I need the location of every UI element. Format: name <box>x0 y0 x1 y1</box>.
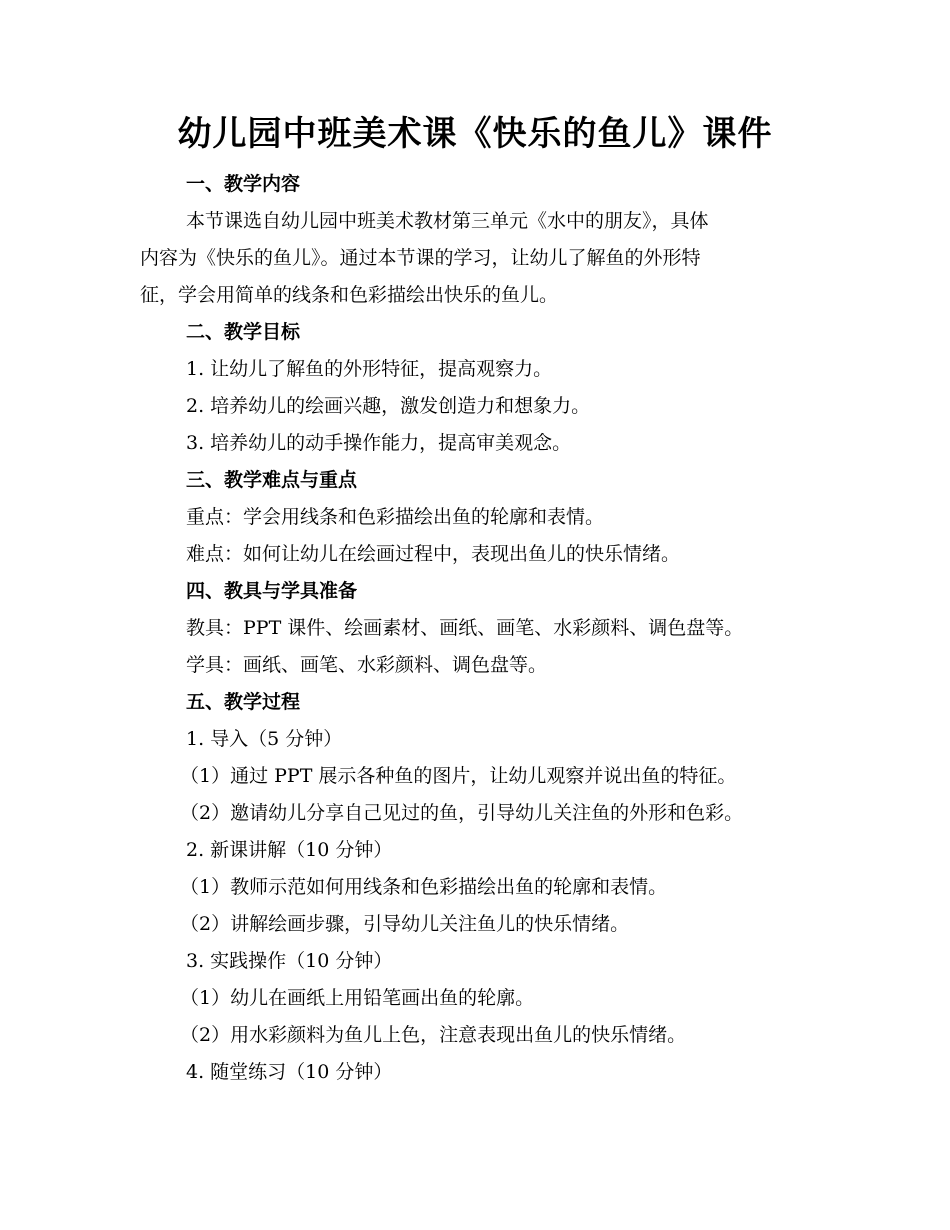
document-title: 幼儿园中班美术课《快乐的鱼儿》课件 <box>177 114 773 154</box>
content-paragraph-line-2: 内容为《快乐的鱼儿》。通过本节课的学习，让幼儿了解鱼的外形特 <box>140 247 701 269</box>
section-heading-key-points: 三、教学难点与重点 <box>186 469 358 491</box>
process-step-title: 1. 导入（5 分钟） <box>186 728 343 750</box>
key-point-focus: 重点：学会用线条和色彩描绘出鱼的轮廓和表情。 <box>186 506 605 528</box>
process-step-title: 2. 新课讲解（10 分钟） <box>186 839 393 861</box>
section-heading-process: 五、教学过程 <box>186 691 301 713</box>
key-point-difficulty: 难点：如何让幼儿在绘画过程中，表现出鱼儿的快乐情绪。 <box>186 543 681 565</box>
process-step-title: 3. 实践操作（10 分钟） <box>186 950 393 972</box>
process-step-sub: （1）通过 PPT 展示各种鱼的图片，让幼儿观察并说出鱼的特征。 <box>180 765 737 787</box>
process-step-sub: （2）用水彩颜料为鱼儿上色，注意表现出鱼儿的快乐情绪。 <box>180 1024 687 1046</box>
section-heading-content: 一、教学内容 <box>186 173 301 195</box>
goal-item-3: 3. 培养幼儿的动手操作能力，提高审美观念。 <box>186 432 572 454</box>
content-paragraph-line-1: 本节课选自幼儿园中班美术教材第三单元《水中的朋友》，具体 <box>186 210 709 232</box>
materials-student: 学具：画纸、画笔、水彩颜料、调色盘等。 <box>186 654 548 676</box>
section-heading-goals: 二、教学目标 <box>186 321 301 343</box>
process-step-sub: （2）邀请幼儿分享自己见过的鱼，引导幼儿关注鱼的外形和色彩。 <box>180 802 744 824</box>
section-heading-materials: 四、教具与学具准备 <box>186 580 358 602</box>
content-paragraph-line-3: 征，学会用简单的线条和色彩描绘出快乐的鱼儿。 <box>140 284 559 306</box>
goal-item-1: 1. 让幼儿了解鱼的外形特征，提高观察力。 <box>186 358 553 380</box>
process-step-sub: （1）幼儿在画纸上用铅笔画出鱼的轮廓。 <box>180 987 535 1009</box>
goal-item-2: 2. 培养幼儿的绘画兴趣，激发创造力和想象力。 <box>186 395 591 417</box>
process-step-sub: （2）讲解绘画步骤，引导幼儿关注鱼儿的快乐情绪。 <box>180 913 630 935</box>
process-step-title: 4. 随堂练习（10 分钟） <box>186 1061 393 1083</box>
process-step-sub: （1）教师示范如何用线条和色彩描绘出鱼的轮廓和表情。 <box>180 876 668 898</box>
materials-teacher: 教具：PPT 课件、绘画素材、画纸、画笔、水彩颜料、调色盘等。 <box>186 617 744 639</box>
